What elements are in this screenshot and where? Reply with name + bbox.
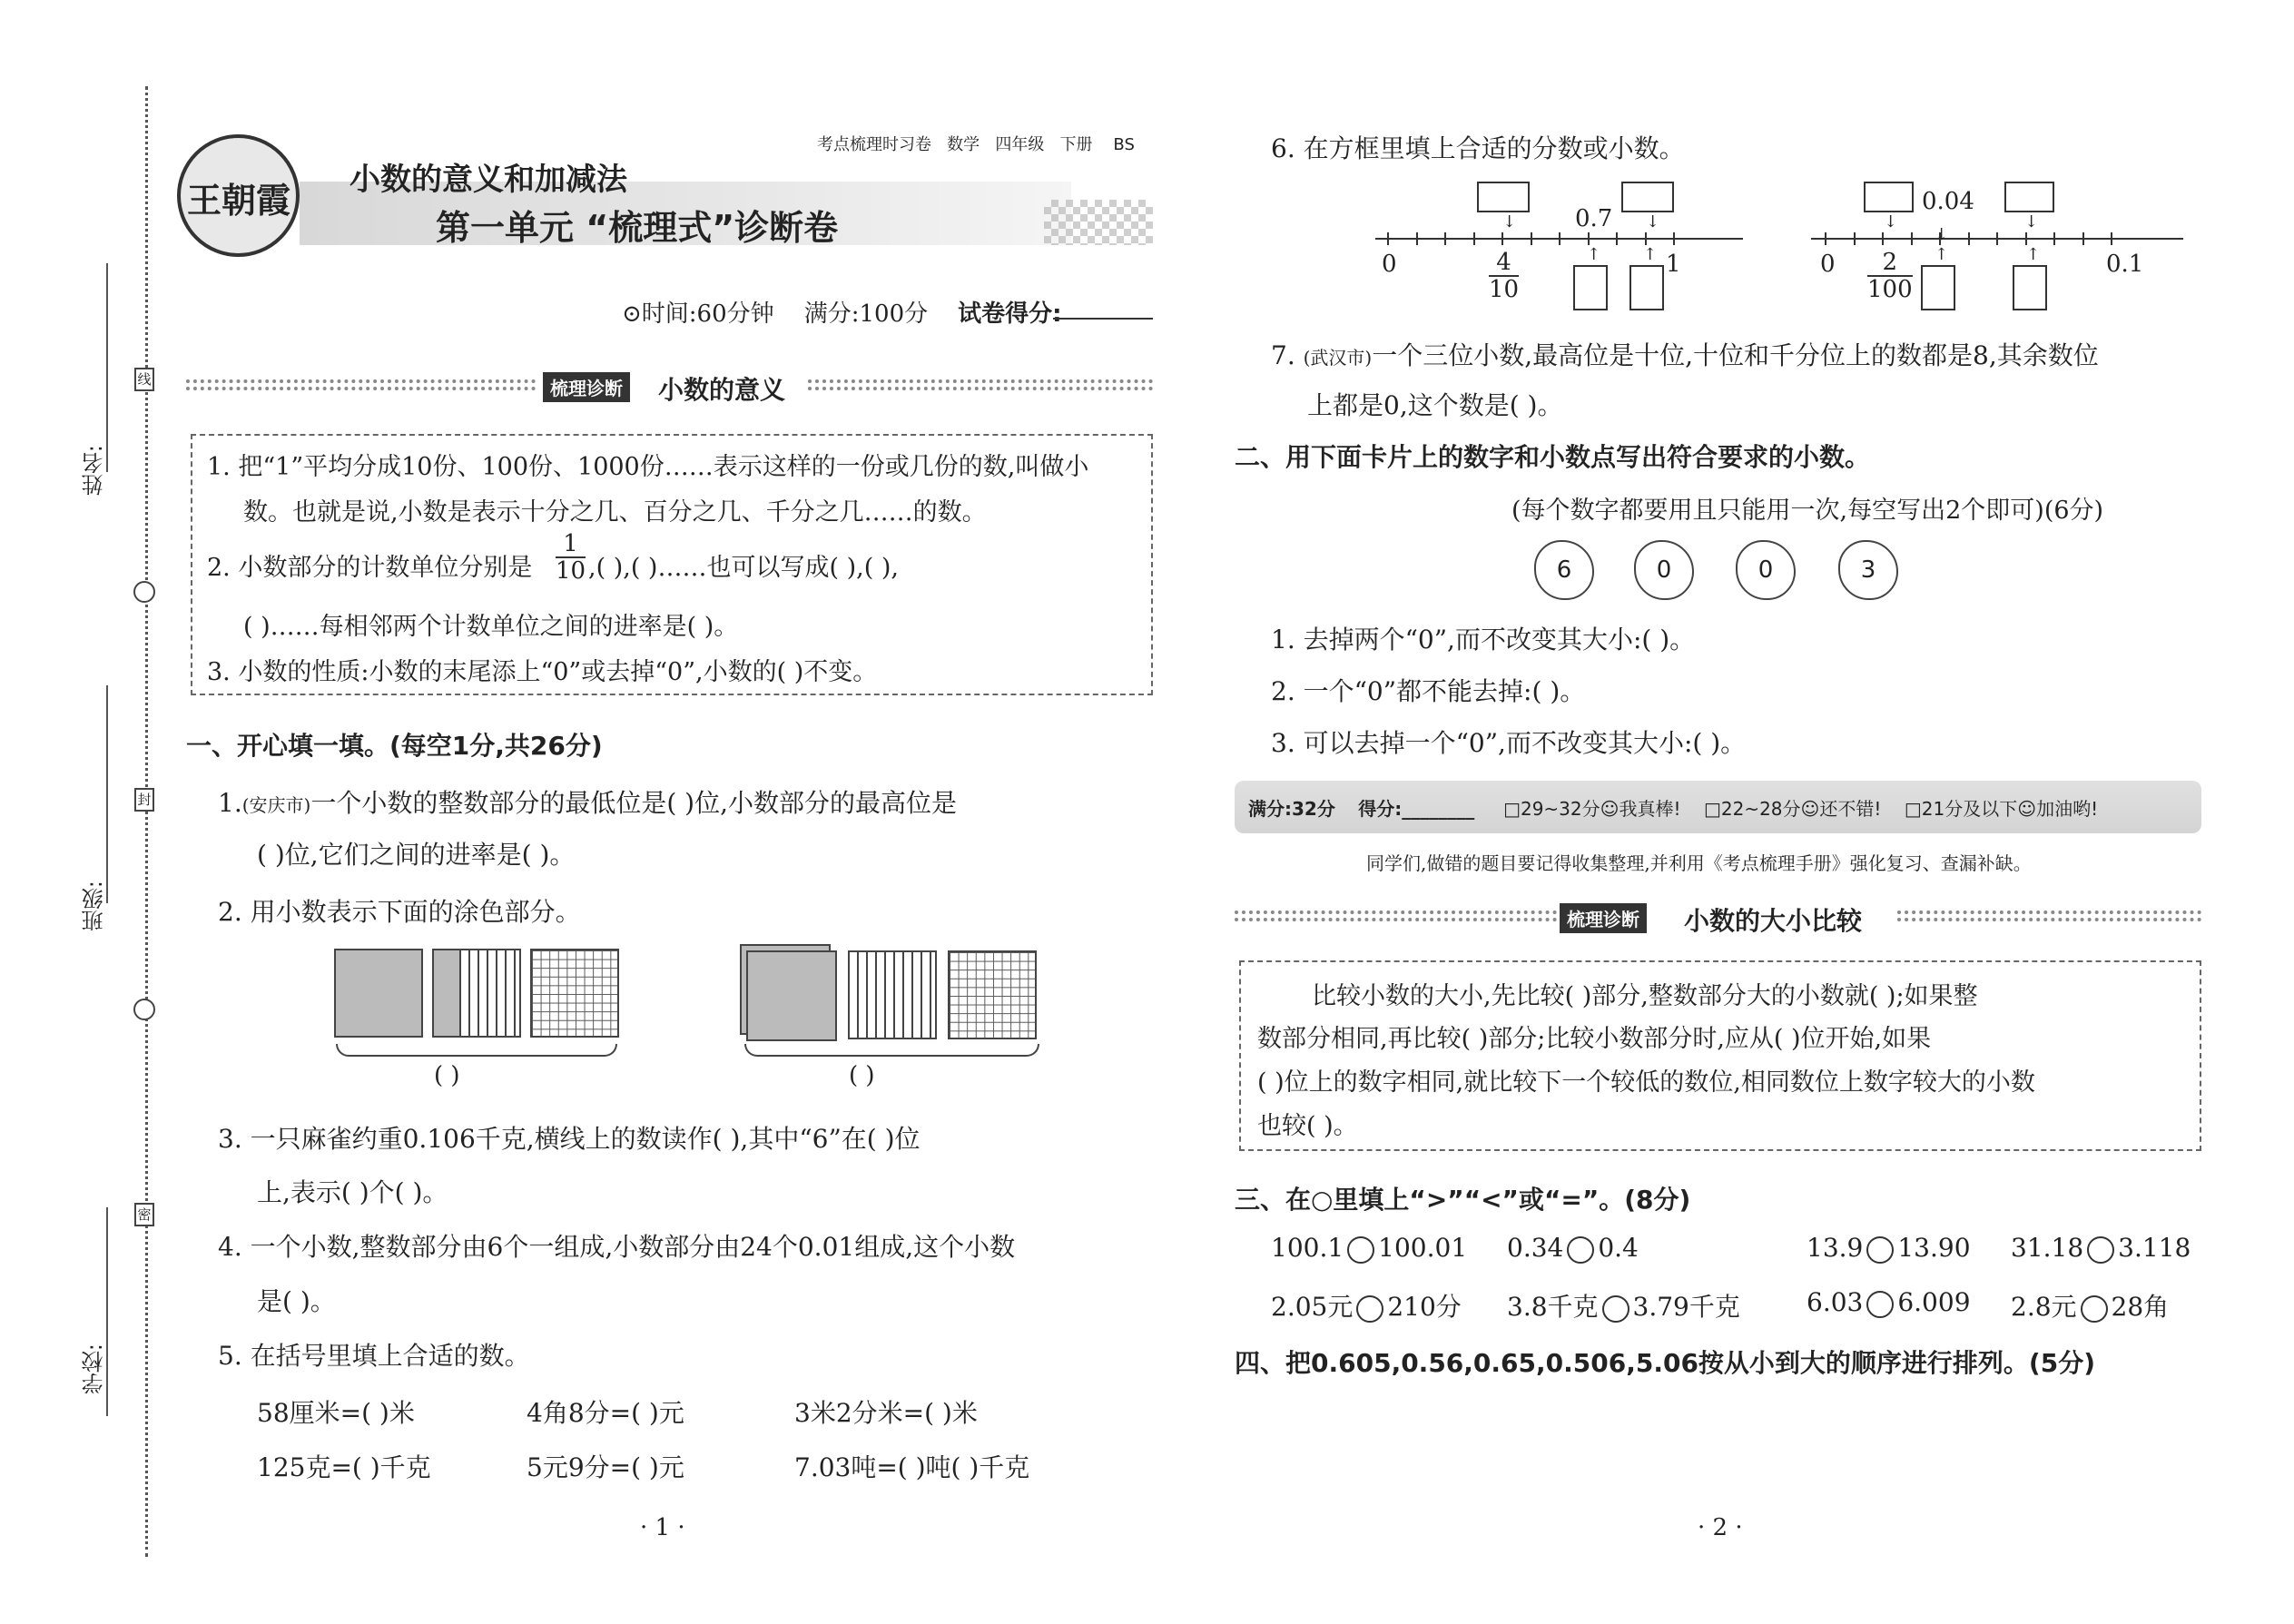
compare-right: 210分 bbox=[1387, 1292, 1462, 1322]
compare-circle[interactable] bbox=[1347, 1236, 1374, 1264]
compare-right: 0.4 bbox=[1598, 1233, 1639, 1263]
section-rule bbox=[186, 379, 536, 390]
name-label: 姓名: bbox=[82, 445, 107, 497]
arrow-down-icon: ↓ bbox=[1935, 225, 1949, 244]
page-number-2: · 2 · bbox=[1698, 1514, 1743, 1541]
q5-item: 5元9分=( )元 bbox=[527, 1452, 684, 1482]
q2-answer-b[interactable]: ( ) bbox=[849, 1062, 875, 1089]
section-rule bbox=[1235, 910, 1557, 921]
scorebar-opt3-text: 加油哟! bbox=[2036, 798, 2099, 820]
arrow-down-icon: ↓ bbox=[2024, 212, 2039, 231]
scorebar-opt3[interactable]: □21分及以下 bbox=[1904, 798, 2018, 820]
brand-logo-text: 王朝霞 bbox=[186, 180, 290, 221]
number-line-tick bbox=[1645, 232, 1647, 245]
frac-denominator: 10 bbox=[1489, 276, 1520, 303]
scorebar-opt2[interactable]: □22~28分 bbox=[1703, 798, 1801, 820]
compare-item bbox=[2011, 1233, 2191, 1264]
part2-item: 3. 可以去掉一个“0”,而不改变其大小:( )。 bbox=[1271, 728, 1747, 758]
compare-item bbox=[1507, 1233, 1639, 1264]
q7-line2: 上都是0,这个数是( )。 bbox=[1307, 390, 1563, 420]
q3-line2: 上,表示( )个( )。 bbox=[257, 1177, 448, 1207]
digit-card: 0 bbox=[1736, 540, 1796, 600]
compare-left: 2.05元 bbox=[1271, 1292, 1354, 1322]
tip-text: 同学们,做错的题目要记得收集整理,并利用《考点梳理手册》强化复习、查漏补缺。 bbox=[1366, 852, 2032, 874]
bind-mark-secret: 密 bbox=[134, 1203, 154, 1226]
number-line-tick bbox=[1559, 232, 1561, 245]
bind-mark-seal: 封 bbox=[134, 788, 154, 812]
scorebar-got[interactable]: 得分:________ bbox=[1358, 798, 1475, 820]
compare-circle[interactable] bbox=[2087, 1236, 2114, 1264]
unit-topic: 小数的意义和加减法 bbox=[350, 162, 627, 198]
q1-source-tag: (安庆市) bbox=[241, 794, 311, 816]
banner-checker-decoration bbox=[1044, 200, 1153, 245]
compare-right: 100.01 bbox=[1378, 1233, 1468, 1263]
number-line-tick bbox=[1531, 232, 1532, 245]
compare-item bbox=[1271, 1233, 1467, 1264]
compare-left: 31.18 bbox=[2011, 1233, 2084, 1263]
part3-title: 三、在○里填上“>”“<”或“=”。(8分) bbox=[1235, 1185, 1691, 1215]
arrow-up-icon: ↑ bbox=[1935, 245, 1949, 264]
compare-circle[interactable] bbox=[1866, 1291, 1894, 1318]
bind-dot-icon bbox=[133, 999, 155, 1020]
compare-right: 6.009 bbox=[1897, 1287, 1971, 1317]
knowledge-line: 1. 把“1”平均分成10份、100份、1000份……表示这样的一份或几份的数,叫做小 bbox=[207, 453, 1089, 481]
number-line-tick bbox=[1416, 232, 1418, 245]
compare-item bbox=[1807, 1287, 1971, 1318]
hundredths-square bbox=[948, 950, 1037, 1039]
knowledge-line: 数部分相同,再比较( )部分;比较小数部分时,应从( )位开始,如果 bbox=[1257, 1025, 1932, 1053]
number-line-tick bbox=[1996, 232, 1998, 245]
part2-item: 2. 一个“0”都不能去掉:( )。 bbox=[1271, 676, 1586, 706]
volume: 下册 bbox=[1059, 135, 1093, 154]
q5-item: 4角8分=( )元 bbox=[527, 1398, 684, 1428]
knowledge-line: ,( ),( )……也可以写成( ),( ), bbox=[588, 554, 899, 582]
q2-answer-a[interactable]: ( ) bbox=[434, 1062, 460, 1089]
frac-numerator: 2 bbox=[1882, 249, 1898, 276]
edition: BS bbox=[1113, 135, 1135, 154]
knowledge-line: 数。也就是说,小数是表示十分之几、百分之几、千分之几……的数。 bbox=[243, 498, 987, 527]
bind-dot-icon bbox=[133, 581, 155, 603]
part2-title: 二、用下面卡片上的数字和小数点写出符合要求的小数。 bbox=[1235, 442, 1871, 472]
number-line-tick bbox=[2025, 232, 2027, 245]
q7-text: 一个三位小数,最高位是十位,十位和千分位上的数都是8,其余数位 bbox=[1372, 340, 2099, 370]
arrow-down-icon: ↓ bbox=[1646, 212, 1660, 231]
knowledge-line: ( )位上的数字相同,就比较下一个较低的数位,相同数位上数字较大的小数 bbox=[1257, 1068, 2035, 1097]
tenths-square bbox=[848, 950, 937, 1039]
number-line-tick bbox=[1501, 232, 1503, 245]
part4-title: 四、把0.605,0.56,0.65,0.506,5.06按从小到大的顺序进行排列。(5分) bbox=[1235, 1348, 2096, 1378]
frac-numerator: 1 bbox=[563, 530, 578, 557]
brace bbox=[336, 1044, 617, 1057]
arrow-up-icon: ↑ bbox=[1643, 245, 1658, 264]
subject: 数学 bbox=[947, 135, 980, 154]
number-line-tick bbox=[2082, 232, 2084, 245]
nl1-answer-box[interactable] bbox=[1573, 265, 1608, 310]
q7-line1 bbox=[1271, 336, 2099, 372]
tenths-shaded bbox=[434, 950, 459, 1036]
smile-face-icon: ☺ bbox=[2017, 798, 2037, 820]
compare-circle[interactable] bbox=[2081, 1295, 2108, 1323]
compare-circle[interactable] bbox=[1356, 1295, 1383, 1323]
scorebar-opt1-text: 我真棒! bbox=[1619, 798, 1681, 820]
arrow-down-icon: ↓ bbox=[1884, 212, 1898, 231]
q5-item: 7.03吨=( )吨( )千克 bbox=[794, 1452, 1030, 1482]
page-title: 第一单元 “梳理式”诊断卷 bbox=[436, 208, 839, 248]
section-rule bbox=[1897, 910, 2201, 921]
exam-info bbox=[622, 295, 1062, 329]
shaded-whole-square bbox=[334, 949, 423, 1038]
hundredths-square bbox=[530, 949, 619, 1038]
compare-left: 100.1 bbox=[1271, 1233, 1344, 1263]
compare-item bbox=[1807, 1233, 1971, 1264]
digit-card: 6 bbox=[1534, 540, 1594, 600]
nl2-answer-box[interactable] bbox=[2004, 182, 2054, 212]
number-line-tick bbox=[1473, 232, 1475, 245]
digit-card: 3 bbox=[1838, 540, 1898, 600]
exam-full-score: 满分:100分 bbox=[803, 300, 929, 328]
q4-line2: 是( )。 bbox=[257, 1286, 336, 1316]
compare-right: 28角 bbox=[2111, 1292, 2170, 1322]
q5-item: 58厘米=( )米 bbox=[257, 1398, 415, 1428]
q1-text: 一个小数的整数部分的最低位是( )位,小数部分的最高位是 bbox=[310, 788, 957, 818]
knowledge-line: 3. 小数的性质:小数的末尾添上“0”或去掉“0”,小数的( )不变。 bbox=[207, 658, 878, 686]
number-line-tick bbox=[1588, 232, 1590, 245]
arrow-down-icon: ↓ bbox=[1502, 212, 1517, 231]
number-line-tick bbox=[1673, 232, 1675, 245]
nl1-label: 0.7 bbox=[1575, 205, 1613, 232]
nl1-answer-box[interactable] bbox=[1621, 182, 1674, 212]
smile-face-icon: ☺ bbox=[1600, 798, 1620, 820]
number-line-tick bbox=[1854, 232, 1856, 245]
school-label: 学校: bbox=[82, 1343, 107, 1395]
arrow-up-icon: ↑ bbox=[1587, 245, 1601, 264]
compare-left: 2.8元 bbox=[2011, 1292, 2077, 1322]
class-underline bbox=[106, 685, 108, 903]
compare-left: 3.8千克 bbox=[1507, 1292, 1599, 1322]
compare-circle[interactable] bbox=[1602, 1295, 1629, 1323]
class-label: 班级: bbox=[82, 881, 107, 932]
nl1-answer-box[interactable] bbox=[1629, 265, 1664, 310]
compare-left: 0.34 bbox=[1507, 1233, 1564, 1263]
binding-dotted-line bbox=[145, 86, 148, 1557]
score-bar-content bbox=[1248, 794, 2098, 821]
page-number-1: · 1 · bbox=[640, 1514, 685, 1541]
nl1-answer-box[interactable] bbox=[1477, 182, 1530, 212]
knowledge-line: 2. 小数部分的计数单位分别是 bbox=[207, 554, 533, 582]
nl2-label: 0.04 bbox=[1922, 188, 1974, 215]
q4-line1: 4. 一个小数,整数部分由6个一组成,小数部分由24个0.01组成,这个小数 bbox=[218, 1232, 1016, 1262]
q5-item: 3米2分米=( )米 bbox=[794, 1398, 978, 1428]
nl1-fraction bbox=[1489, 250, 1519, 302]
shaded-whole-square bbox=[746, 950, 837, 1041]
part2-item: 1. 去掉两个“0”,而不改变其大小:( )。 bbox=[1271, 625, 1696, 655]
number-line-tick bbox=[2111, 232, 2112, 245]
digit-card: 0 bbox=[1634, 540, 1694, 600]
knowledge-line: ( )……每相邻两个计数单位之间的进率是( )。 bbox=[243, 613, 739, 641]
arrow-up-icon: ↑ bbox=[2026, 245, 2041, 264]
compare-left: 6.03 bbox=[1807, 1287, 1864, 1317]
part1-title: 一、开心填一填。(每空1分,共26分) bbox=[186, 731, 603, 761]
q7-source-tag: (武汉市) bbox=[1303, 347, 1373, 369]
section-rule bbox=[808, 379, 1153, 390]
nl2-start: 0 bbox=[1820, 251, 1836, 278]
frac-numerator: 4 bbox=[1496, 249, 1511, 276]
q7-number: 7. bbox=[1271, 340, 1304, 370]
number-line-tick bbox=[1968, 232, 1970, 245]
scorebar-opt1[interactable]: □29~32分 bbox=[1503, 798, 1600, 820]
section-title: 小数的大小比较 bbox=[1684, 906, 1863, 936]
bind-mark-line: 线 bbox=[134, 368, 154, 391]
number-line-tick bbox=[1444, 232, 1446, 245]
compare-item bbox=[1271, 1287, 1462, 1324]
exam-time: 时间:60分钟 bbox=[641, 300, 774, 328]
compare-right: 3.79千克 bbox=[1632, 1292, 1740, 1322]
frac-denominator: 100 bbox=[1867, 276, 1913, 303]
scorebar-opt2-text: 还不错! bbox=[1819, 798, 1882, 820]
nl2-fraction bbox=[1867, 250, 1913, 302]
smile-face-icon: ☺ bbox=[1800, 798, 1820, 820]
q1-line bbox=[218, 783, 957, 820]
compare-circle[interactable] bbox=[1866, 1236, 1894, 1264]
q1-line2: ( )位,它们之间的进率是( )。 bbox=[257, 840, 576, 870]
nl1-end: 1 bbox=[1666, 251, 1681, 278]
section-tag: 梳理诊断 bbox=[1560, 903, 1647, 933]
compare-right: 13.90 bbox=[1897, 1233, 1971, 1263]
compare-item bbox=[1507, 1287, 1740, 1324]
nl2-answer-box[interactable] bbox=[2013, 265, 2047, 310]
exam-score-field[interactable] bbox=[1053, 318, 1153, 320]
compare-circle[interactable] bbox=[1567, 1236, 1594, 1264]
scorebar-full: 满分:32分 bbox=[1248, 798, 1335, 820]
q1-number: 1. bbox=[218, 788, 242, 818]
grade: 四年级 bbox=[995, 135, 1045, 154]
header-meta bbox=[817, 132, 1135, 155]
number-line-tick bbox=[1882, 232, 1884, 245]
knowledge-line: 比较小数的大小,先比较( )部分,整数部分大的小数就( );如果整 bbox=[1312, 982, 1978, 1010]
knowledge-line: 也较( )。 bbox=[1257, 1112, 1358, 1140]
clock-icon: ⊙ bbox=[622, 300, 642, 328]
nl2-answer-box[interactable] bbox=[1921, 265, 1955, 310]
section-tag: 梳理诊断 bbox=[543, 372, 630, 402]
series-name: 考点梳理时习卷 bbox=[817, 135, 931, 154]
name-underline bbox=[106, 263, 108, 472]
number-line-tick bbox=[2053, 232, 2055, 245]
nl1-start: 0 bbox=[1382, 251, 1397, 278]
section-title: 小数的意义 bbox=[658, 375, 786, 405]
frac-denominator: 10 bbox=[556, 557, 586, 585]
number-line-tick bbox=[1911, 232, 1913, 245]
compare-left: 13.9 bbox=[1807, 1233, 1864, 1263]
fraction-1-10 bbox=[556, 531, 586, 584]
q5-item: 125克=( )千克 bbox=[257, 1452, 431, 1482]
number-line-tick bbox=[1616, 232, 1618, 245]
number-line-tick bbox=[1825, 232, 1826, 245]
q5-text: 5. 在括号里填上合适的数。 bbox=[218, 1341, 530, 1371]
number-line-tick bbox=[1387, 232, 1389, 245]
part2-note: (每个数字都要用且只能用一次,每空写出2个即可)(6分) bbox=[1511, 497, 2104, 525]
brace bbox=[744, 1044, 1039, 1057]
q6-text: 6. 在方框里填上合适的分数或小数。 bbox=[1271, 133, 1685, 163]
nl2-answer-box[interactable] bbox=[1864, 182, 1914, 212]
q2-text: 2. 用小数表示下面的涂色部分。 bbox=[218, 897, 581, 927]
compare-right: 3.118 bbox=[2118, 1233, 2191, 1263]
nl2-end: 0.1 bbox=[2106, 251, 2144, 278]
compare-item bbox=[2011, 1287, 2169, 1324]
exam-score-label: 试卷得分: bbox=[958, 300, 1062, 328]
q3-line1: 3. 一只麻雀约重0.106千克,横线上的数读作( ),其中“6”在( )位 bbox=[218, 1124, 921, 1154]
